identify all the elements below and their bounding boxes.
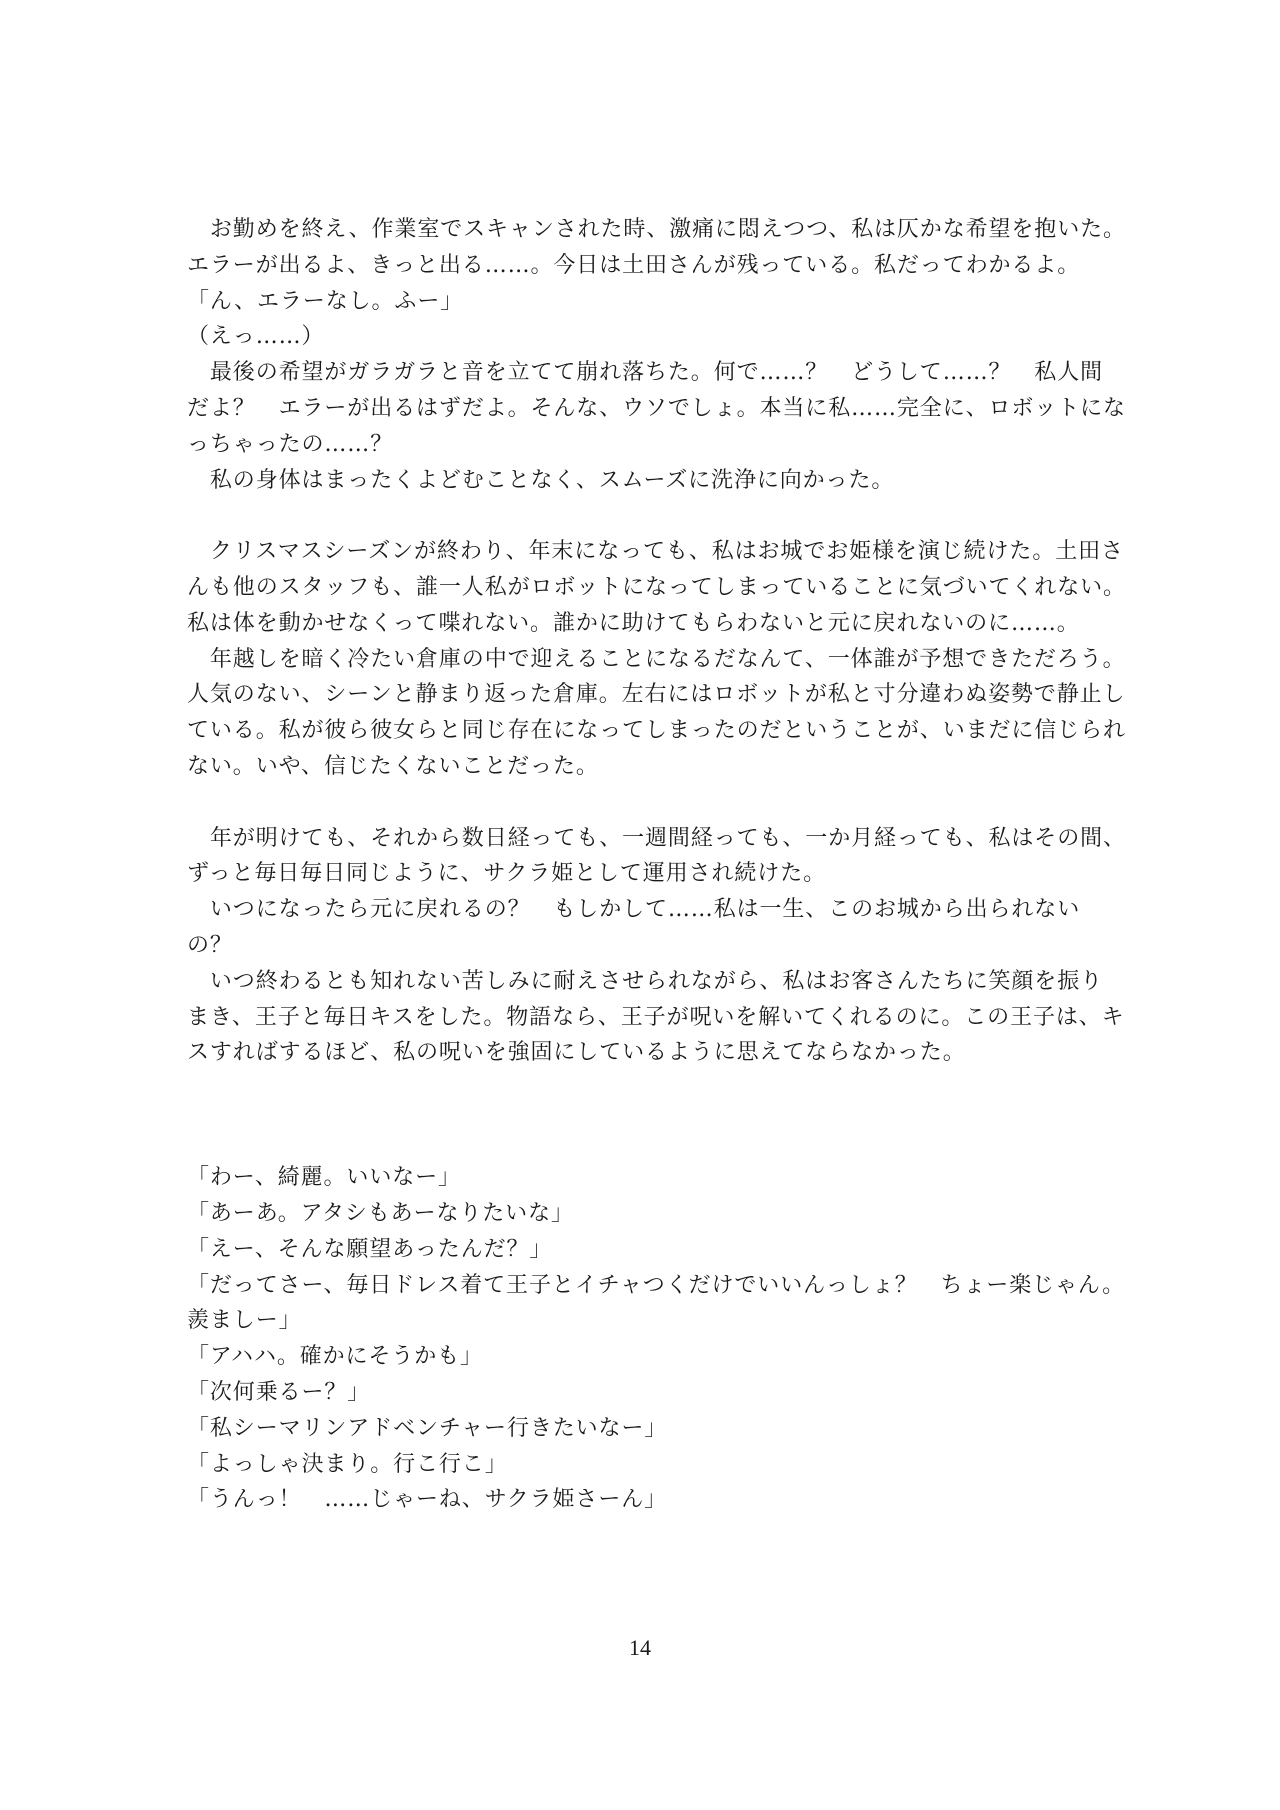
text-line: 年が明けても、それから数日経っても、一週間経っても、一か月経っても、私はその間、 bbox=[187, 825, 1126, 851]
text-line: お勤めを終え、作業室でスキャンされた時、激痛に悶えつつ、私は仄かな希望を抱いた。 bbox=[187, 217, 1126, 242]
text-line: （えっ……） bbox=[187, 324, 325, 350]
text-line: 年越しを暗く冷たい倉庫の中で迎えることになるだなんて、一体誰が予想できただろう。 bbox=[187, 646, 1126, 672]
text-line: クリスマスシーズンが終わり、年末になっても、私はお城でお姫様を演じ続けた。土田さ bbox=[187, 539, 1124, 565]
body-text bbox=[187, 212, 1126, 1518]
dialogue-line: 「よっしゃ決まり。行こ行こ」 bbox=[187, 1451, 508, 1477]
text-line: まき、王子と毎日キスをした。物語なら、王子が呪いを解いてくれるのに。この王子は、キ bbox=[187, 1004, 1125, 1030]
text-line: 「ん、エラーなし。ふー」 bbox=[187, 288, 464, 314]
section-break bbox=[187, 1071, 1107, 1160]
text-line: いつ終わるとも知れない苦しみに耐えさせられながら、私はお客さんたちに笑顔を振り bbox=[187, 968, 1104, 994]
dialogue-line: 「わー、綺麗。いいなー」 bbox=[187, 1165, 461, 1191]
text-line: 最後の希望がガラガラと音を立てて崩れ落ちた。何で……？ どうして……？ 私人間 bbox=[187, 360, 1104, 386]
text-line: だよ？ エラーが出るはずだよ。そんな、ウソでしょ。本当に私……完全に、ロボットにな bbox=[187, 395, 1126, 421]
text-line: んも他のスタッフも、誰一人私がロボットになってしまっていることに気づいてくれない。 bbox=[187, 574, 1126, 600]
paragraph-break bbox=[187, 785, 1107, 821]
dialogue-line: 「アハハ。確かにそうかも」 bbox=[187, 1344, 483, 1370]
text-line: ずっと毎日毎日同じように、サクラ姫として運用され続けた。 bbox=[187, 861, 827, 887]
text-line: ている。私が彼ら彼女らと同じ存在になってしまったのだということが、いまだに信じられ bbox=[187, 718, 1126, 744]
text-line: いつになったら元に戻れるの？ もしかして……私は一生、このお城から出られない bbox=[187, 897, 1081, 923]
dialogue-line: 羨ましー」 bbox=[187, 1308, 302, 1334]
page-number: 14 bbox=[629, 1635, 651, 1660]
text-line: 私は体を動かせなくって喋れない。誰かに助けてもらわないと元に戻れないのに……。 bbox=[187, 610, 1080, 636]
dialogue-line: 「あーあ。アタシもあーなりたいな」 bbox=[187, 1200, 574, 1226]
text-line: の？ bbox=[187, 932, 233, 958]
text-line: 人気のない、シーンと静まり返った倉庫。左右にはロボットが私と寸分違わぬ姿勢で静止し bbox=[187, 682, 1126, 708]
text-line: 私の身体はまったくよどむことなく、スムーズに洗浄に向かった。 bbox=[187, 467, 895, 493]
dialogue-line: 「私シーマリンアドベンチャー行きたいなー」 bbox=[187, 1415, 668, 1441]
dialogue-line: 「えー、そんな願望あったんだ？」 bbox=[187, 1236, 553, 1262]
text-line: エラーが出るよ、きっと出る……。今日は土田さんが残っている。私だってわかるよ。 bbox=[187, 252, 1081, 278]
paragraph-break bbox=[187, 498, 1107, 534]
dialogue-line: 「うんっ！ ……じゃーね、サクラ姫さーん」 bbox=[187, 1487, 668, 1513]
text-line: っちゃったの……？ bbox=[187, 431, 394, 457]
text-line: ない。いや、信じたくないことだった。 bbox=[187, 753, 599, 779]
text-line: スすればするほど、私の呪いを強固にしているように思えてならなかった。 bbox=[187, 1040, 966, 1066]
dialogue-line: 「だってさー、毎日ドレス着て王子とイチャつくだけでいいんっしょ？ ちょー楽じゃん。 bbox=[187, 1272, 1126, 1298]
dialogue-line: 「次何乗るー？」 bbox=[187, 1379, 371, 1405]
